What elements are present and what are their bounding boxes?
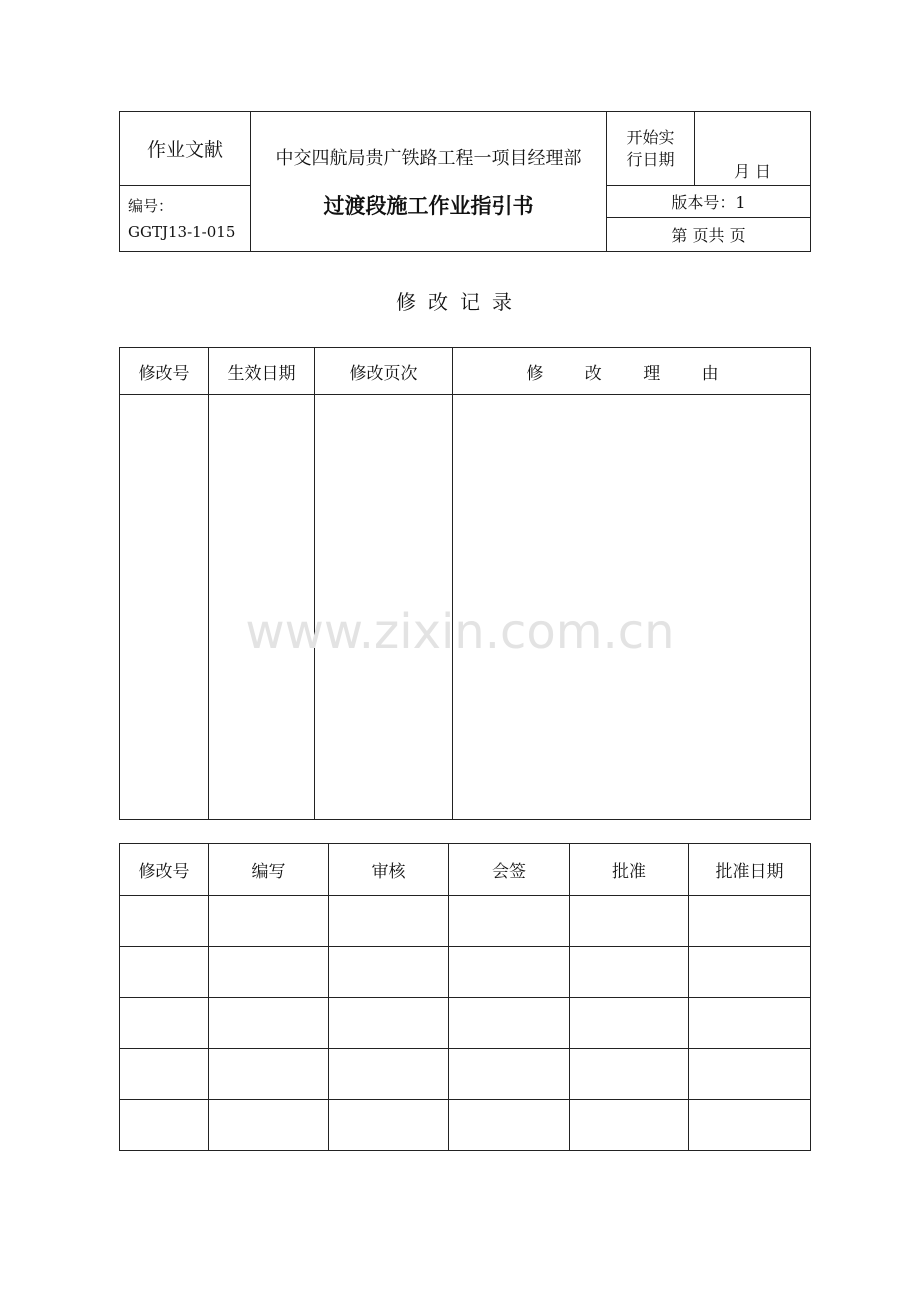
section-title: 修改记录 — [396, 290, 524, 314]
watermark-text: www.zixin.com.cn — [245, 604, 675, 660]
approval-cell[interactable] — [689, 947, 811, 998]
approval-cell[interactable] — [570, 1100, 689, 1151]
approval-cell[interactable] — [449, 896, 570, 947]
approval-cell[interactable] — [209, 1049, 329, 1100]
approval-cell[interactable] — [449, 1049, 570, 1100]
approval-cell[interactable] — [329, 947, 449, 998]
approval-cell[interactable] — [570, 998, 689, 1049]
approval-header-author: 编写 — [209, 844, 329, 896]
revision-cell-effective-date[interactable] — [209, 395, 315, 820]
approval-cell[interactable] — [209, 998, 329, 1049]
approval-cell[interactable] — [209, 896, 329, 947]
approval-row — [120, 947, 811, 998]
approval-cell[interactable] — [329, 896, 449, 947]
approval-cell[interactable] — [449, 947, 570, 998]
revision-header-reason: 修 改 理 由 — [453, 348, 811, 395]
revision-cell-reason[interactable] — [453, 395, 811, 820]
approval-cell[interactable] — [209, 947, 329, 998]
revision-header-pages: 修改页次 — [315, 348, 453, 395]
document-code-label: 编号： — [128, 196, 174, 215]
org-title-cell — [251, 112, 607, 252]
revision-header-no: 修改号 — [120, 348, 209, 395]
start-date-value-cell: 月 日 — [695, 112, 811, 186]
approval-cell[interactable] — [120, 1100, 209, 1151]
approval-table — [119, 843, 811, 1151]
approval-cell[interactable] — [120, 998, 209, 1049]
revision-cell-no[interactable] — [120, 395, 209, 820]
approval-cell[interactable] — [209, 1100, 329, 1151]
document-header-table — [119, 111, 811, 252]
version-cell: 版本号：1 — [607, 186, 811, 218]
approval-cell[interactable] — [689, 998, 811, 1049]
approval-row — [120, 1100, 811, 1151]
approval-header-review: 审核 — [329, 844, 449, 896]
approval-cell[interactable] — [329, 998, 449, 1049]
start-date-label-cell — [607, 112, 695, 186]
approval-cell[interactable] — [329, 1049, 449, 1100]
approval-row — [120, 1049, 811, 1100]
approval-cell[interactable] — [570, 1049, 689, 1100]
approval-cell[interactable] — [120, 947, 209, 998]
approval-cell[interactable] — [449, 1100, 570, 1151]
start-date-label-line2: 行日期 — [626, 149, 675, 169]
approval-header-countersign: 会签 — [449, 844, 570, 896]
page-count-cell: 第 页共 页 — [607, 218, 811, 252]
approval-cell[interactable] — [689, 1100, 811, 1151]
approval-row — [120, 896, 811, 947]
approval-cell[interactable] — [689, 1049, 811, 1100]
start-date-label-line1: 开始实 — [626, 127, 675, 147]
approval-cell[interactable] — [570, 896, 689, 947]
document-title: 过渡段施工作业指引书 — [323, 193, 534, 218]
document-code-cell — [120, 186, 251, 252]
approval-cell[interactable] — [120, 1049, 209, 1100]
organization-name: 中交四航局贵广铁路工程一项目经理部 — [275, 147, 582, 169]
document-code-value: GGTJ13-1-015 — [128, 222, 236, 241]
revision-record-table — [119, 347, 811, 820]
doc-type-cell: 作业文献 — [120, 112, 251, 186]
approval-cell[interactable] — [449, 998, 570, 1049]
approval-header-approve-date: 批准日期 — [689, 844, 811, 896]
approval-header-approve: 批准 — [570, 844, 689, 896]
approval-cell[interactable] — [120, 896, 209, 947]
approval-cell[interactable] — [570, 947, 689, 998]
revision-cell-pages[interactable] — [315, 395, 453, 820]
revision-header-effective-date: 生效日期 — [209, 348, 315, 395]
approval-cell[interactable] — [329, 1100, 449, 1151]
approval-cell[interactable] — [689, 896, 811, 947]
approval-row — [120, 998, 811, 1049]
approval-header-no: 修改号 — [120, 844, 209, 896]
